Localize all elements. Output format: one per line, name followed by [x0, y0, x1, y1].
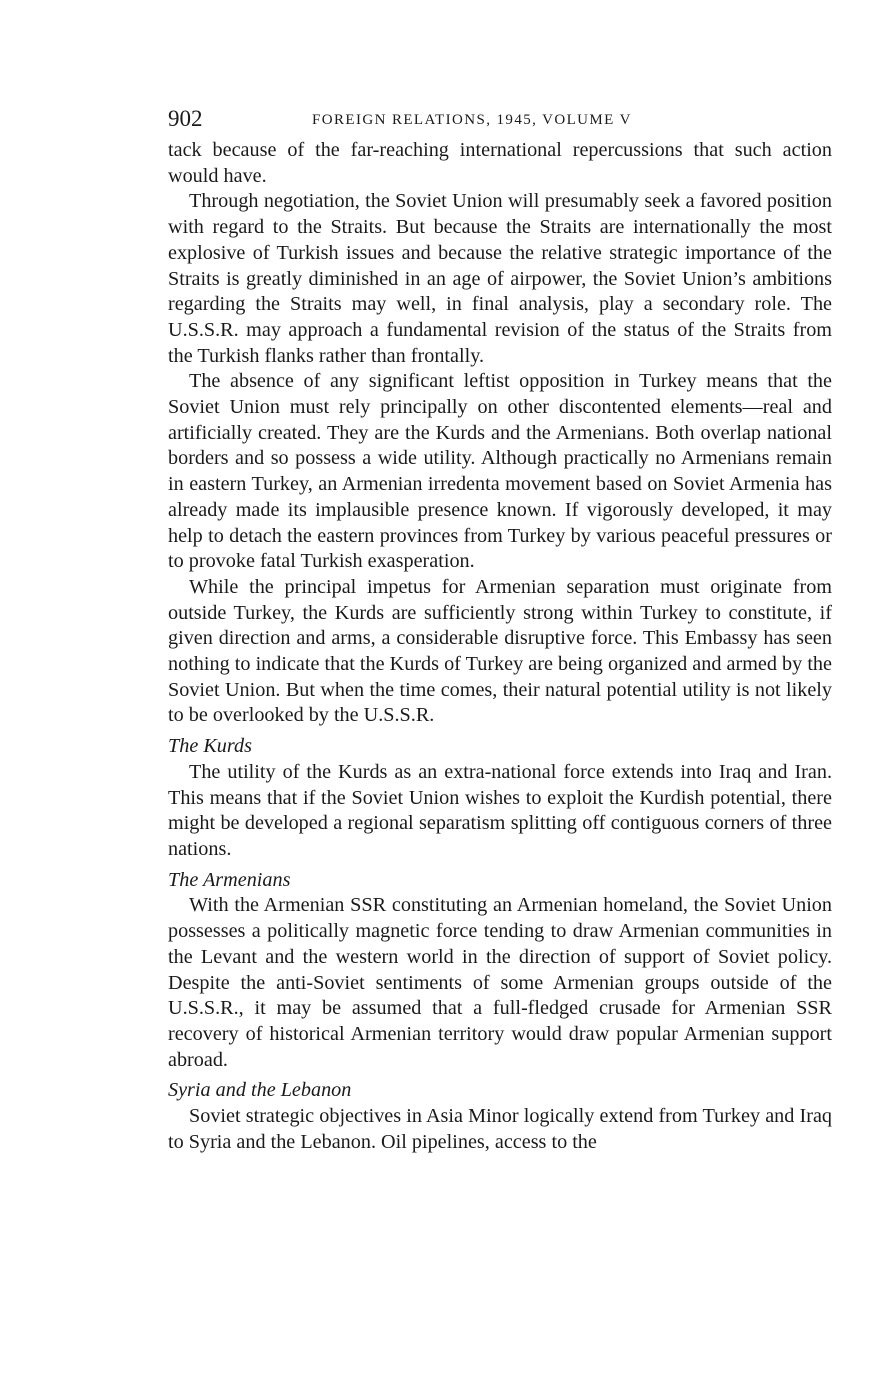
- running-title: FOREIGN RELATIONS, 1945, VOLUME V: [312, 112, 632, 128]
- paragraph-continuation: tack because of the far-reaching international repercussions that such action would have.: [168, 139, 832, 187]
- document-page: [168, 104, 832, 1155]
- paragraph-syria: Soviet strategic objectives in Asia Minor logically extend from Turkey and Iraq to Syria and the Lebanon. Oil pipelines, access to the: [168, 1105, 832, 1153]
- section-heading-syria: Syria and the Lebanon: [168, 1079, 352, 1102]
- paragraph-armenians: With the Armenian SSR constituting an Armenian homeland, the Soviet Union possesses a politically magnetic force tending to draw Armenian communities in the Levant and the western world in the direction of support of Soviet policy. Despite the anti-Soviet sentiments of some Armenian groups outside of the U.S.S.R., it may be assumed that a full-fledged crusade for Armenian SSR recovery of historical Armenian territory would draw popular Armenian support abroad.: [168, 894, 832, 1071]
- section-heading-armenians: The Armenians: [168, 868, 291, 891]
- page-number: 902: [168, 106, 203, 131]
- paragraph-separation: While the principal impetus for Armenian separation must originate from outside Turkey, the Kurds are sufficiently strong within Turkey to constitute, if given direction and arms, a considerable disruptive force. This Embassy has seen nothing to indicate that the Kurds of Turkey are being organized and armed by the Soviet Union. But when the time comes, their natural potential utility is not likely to be overlooked by the U.S.S.R.: [168, 575, 832, 727]
- paragraph-straits: Through negotiation, the Soviet Union will presumably seek a favored position with regard to the Straits. But because the Straits are internationally the most explosive of Turkish issues and because the relative strategic importance of the Straits is greatly diminished in an age of airpower, the Soviet Union’s ambitions regarding the Straits may well, in final analysis, play a secondary role. The U.S.S.R. may approach a fundamental revision of the status of the Straits from the Turkish flanks rather than frontally.: [168, 190, 832, 367]
- paragraph-kurds: The utility of the Kurds as an extra-national force extends into Iraq and Iran. This means that if the Soviet Union wishes to exploit the Kurdish potential, there might be developed a regional separatism splitting off contiguous corners of three nations.: [168, 760, 832, 860]
- paragraph-opposition: The absence of any significant leftist opposition in Turkey means that the Soviet Union must rely principally on other discontented elements—real and artificially created. They are the Kurds and the Armenians. Both overlap national borders and so possess a wide utility. Although practically no Armenians remain in eastern Turkey, an Armenian irredenta movement based on Soviet Armenia has already made its implausible presence known. If vigorously developed, it may help to detach the eastern provinces from Turkey by various peaceful pressures or to provoke fatal Turkish exasperation.: [168, 370, 832, 573]
- section-heading-kurds: The Kurds: [168, 735, 252, 758]
- body-text: [168, 138, 832, 1155]
- running-header: [168, 104, 832, 138]
